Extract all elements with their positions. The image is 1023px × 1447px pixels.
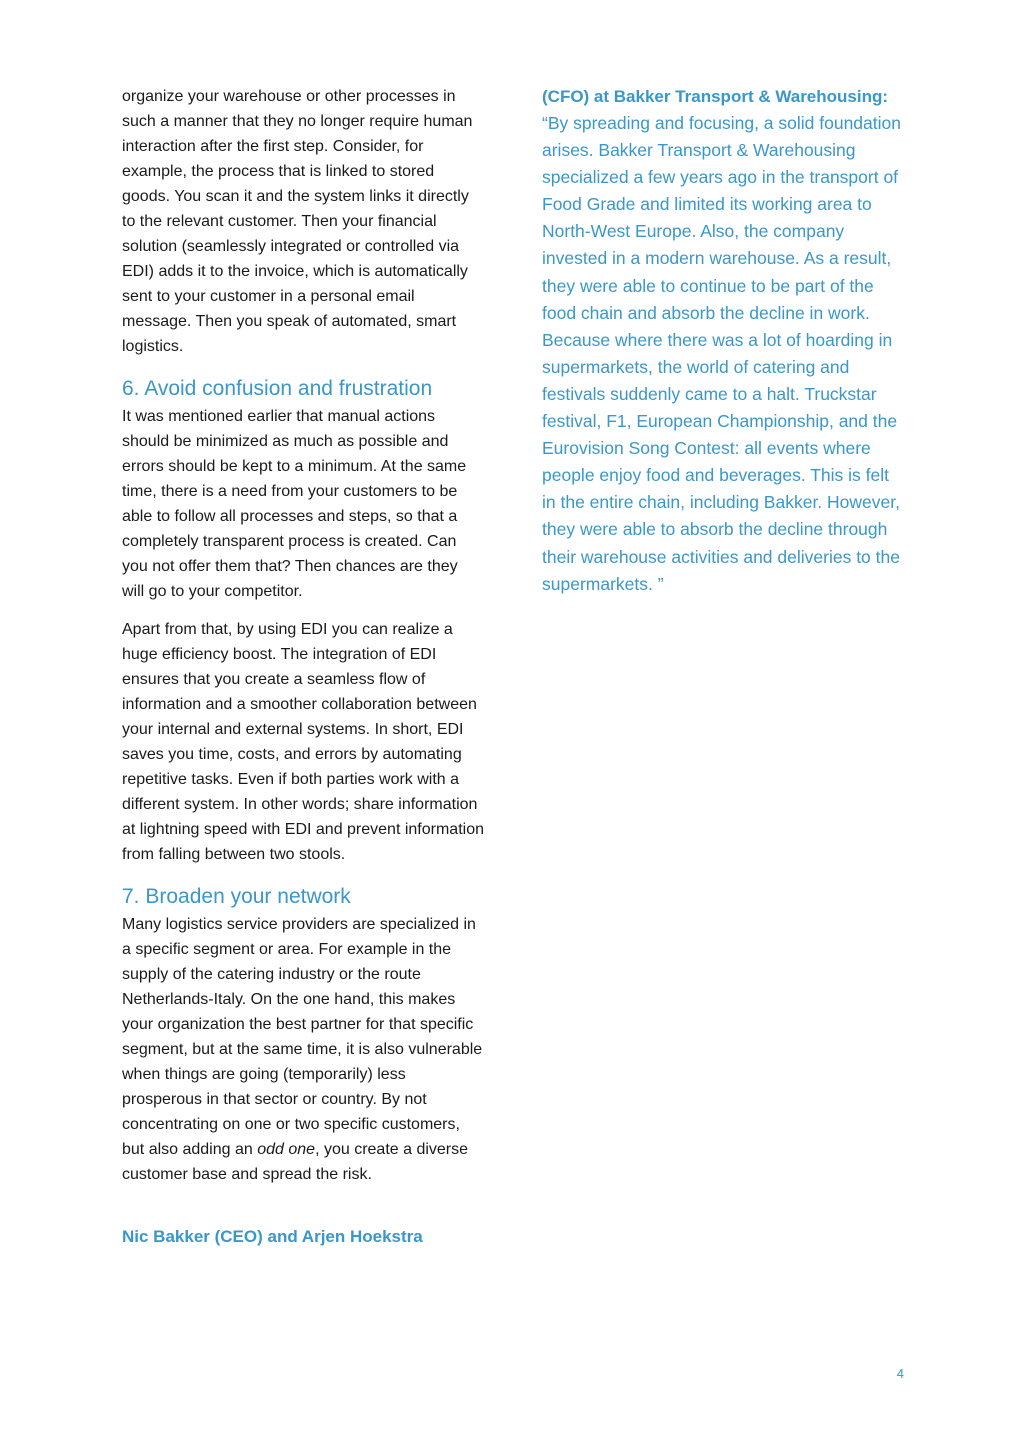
section-7-heading: 7. Broaden your network [122,885,351,908]
right-column [542,84,904,598]
section-6-paragraph-2: Apart from that, by using EDI you can realize a huge efficiency boost. The integration of EDI ensures that you create a seamless flow of information and a smoother collaboration between your internal and external systems. In short, EDI saves you time, costs, and errors by automating repetitive tasks. Even if both parties work with a different system. In other words; share information at lightning speed with EDI and prevent information from falling between two stools. [122,621,484,863]
section-6-paragraph-1: It was mentioned earlier that manual actions should be minimized as much as possible and errors should be kept to a minimum. At the same time, there is a need from your customers to be able to follow all processes and steps, so that a completely transparent process is created. Can you not offer them that? Then chances are they will go to your competitor. [122,408,467,600]
author-line-right: (CFO) at Bakker Transport & Warehousing: [542,87,889,106]
intro-paragraph: organize your warehouse or other processes in such a manner that they no longer require human interaction after the first step. Consider, for example, the process that is linked to stored goods. You scan it and the system links it directly to the relevant customer. Then your financial solution (seamlessly integrated or controlled via EDI) adds it to the invoice, which is automatically sent to your customer in a personal email message. Then you speak of automated, smart logistics. [122,88,473,355]
section-7-paragraph [122,912,484,1187]
left-column [122,84,484,1250]
section-6-heading: 6. Avoid confusion and frustration [122,377,433,400]
page-number: 4 [896,1366,904,1381]
cfo-quote: “By spreading and focusing, a solid foundation arises. Bakker Transport & Warehousing specialized a few years ago in the transport of Food Grade and limited its working area to North-West Europe. Also, the company invested in a modern warehouse. As a result, they were able to continue to be part of the food chain and absorb the decline in work. Because where there was a lot of hoarding in supermarkets, the world of catering and festivals suddenly came to a halt. Truckstar festival, F1, European Championship, and the Eurovision Song Contest: all events where people enjoy food and beverages. This is felt in the entire chain, including Bakker. However, they were able to absorb the decline through their warehouse activities and deliveries to the supermarkets. ” [542,113,901,594]
section-7-text-end: , you create a diverse customer base and spread the risk. [122,1141,469,1183]
section-7-text-start: Many logistics service providers are specialized in a specific segment or area. For example in the supply of the catering industry or the route Netherlands-Italy. On the one hand, this makes your organization the best partner for that specific segment, but at the same time, it is also vulnerable when things are going (temporarily) less prosperous in that sector or country. By not concentrating on one or two specific customers, but also adding an [122,916,483,1158]
section-7-italic-text: odd one [257,1141,316,1158]
author-line-left: Nic Bakker (CEO) and Arjen Hoekstra [122,1227,423,1246]
